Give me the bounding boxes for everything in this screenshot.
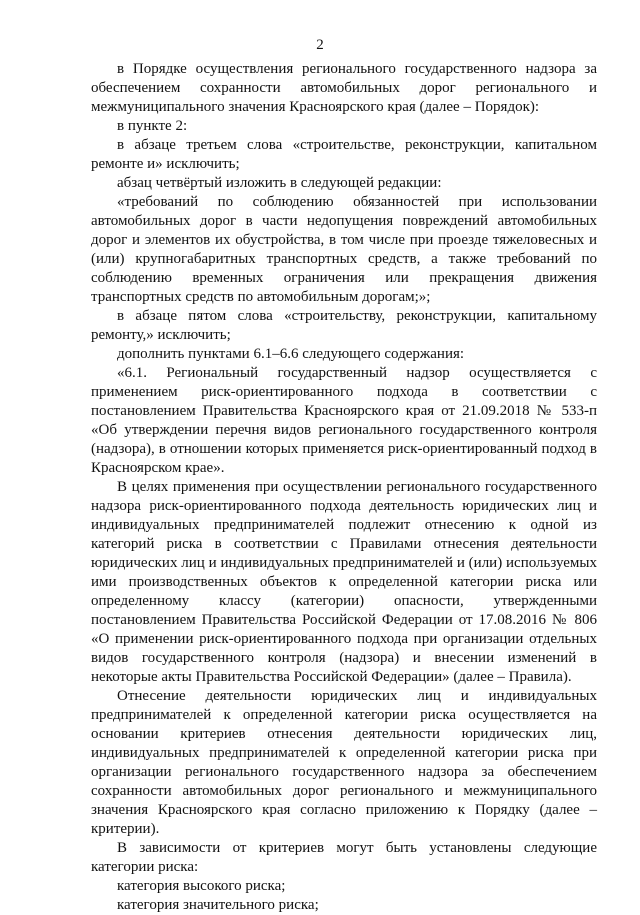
paragraph-risk-categories: В зависимости от критериев могут быть установлены следующие категории риска: (91, 840, 597, 875)
page-number: 2 (316, 37, 324, 53)
paragraph-fifth-clause: в абзаце пятом слова «строительству, реконструкции, капитальному ремонту,» исключить; (91, 308, 597, 343)
paragraph-new-wording: «требований по соблюдению обязанностей при использовании автомобильных дорог в части недопущения повреждений автомобильных дорог и элементов их обустройства, в том числе при проезде тяжеловесных и (или) крупногабаритных транспортных средств, а также требований по соблюдению временных ограничения или прекращения движения транспортных средств по автомобильным дорогам;»; (91, 194, 597, 305)
paragraph-item-2: в пункте 2: (117, 118, 188, 134)
paragraph-intro: в Порядке осуществления регионального государственного надзора за обеспечением сохранности автомобильных дорог регионального и межмуниципального значения Красноярского края (далее – Порядок): (91, 61, 597, 115)
paragraph-significant-risk: категория значительного риска; (117, 897, 319, 913)
paragraph-risk-assignment: Отнесение деятельности юридических лиц и индивидуальных предпринимателей к определенной категории риска осуществляется на основании критериев отнесения деятельности юридических лиц, индивидуальных предпринимателей к определенной категории риска при организации регионального государственного надзора за обеспечением сохранности автомобильных дорог регионального и межмуниципального значения Красноярского края согласно приложению к Порядку (далее – критерии). (91, 688, 597, 837)
paragraph-item-6-1: «6.1. Региональный государственный надзор осуществляется с применением риск-ориентированного подхода в соответствии с постановлением Правительства Красноярского края от 21.09.2018 № 533-п «Об утверждении перечня видов регионального государственного контроля (надзора), в отношении которых применяется риск-ориентированный подход в Красноярском крае». (91, 365, 597, 476)
paragraph-fourth-clause: абзац четвёртый изложить в следующей редакции: (117, 175, 442, 191)
paragraph-high-risk: категория высокого риска; (117, 878, 286, 894)
paragraph-third-clause: в абзаце третьем слова «строительстве, реконструкции, капитальном ремонте и» исключить; (91, 137, 597, 172)
paragraph-add-items: дополнить пунктами 6.1–6.6 следующего содержания: (117, 346, 465, 362)
document-body (91, 60, 597, 915)
paragraph-risk-approach: В целях применения при осуществлении регионального государственного надзора риск-ориентированного подхода деятельность юридических лиц и индивидуальных предпринимателей подлежит отнесению к одной из категорий риска в соответствии с Правилами отнесения деятельности юридических лиц и индивидуальных предпринимателей и (или) используемых ими производственных объектов к определенной категории риска или определенному классу (категории) опасности, утвержденными постановлением Правительства Российской Федерации от 17.08.2016 № 806 «О применении риск-ориентированного подхода при организации отдельных видов государственного контроля (надзора) и внесении изменений в некоторые акты Правительства Российской Федерации» (далее – Правила). (91, 479, 597, 685)
